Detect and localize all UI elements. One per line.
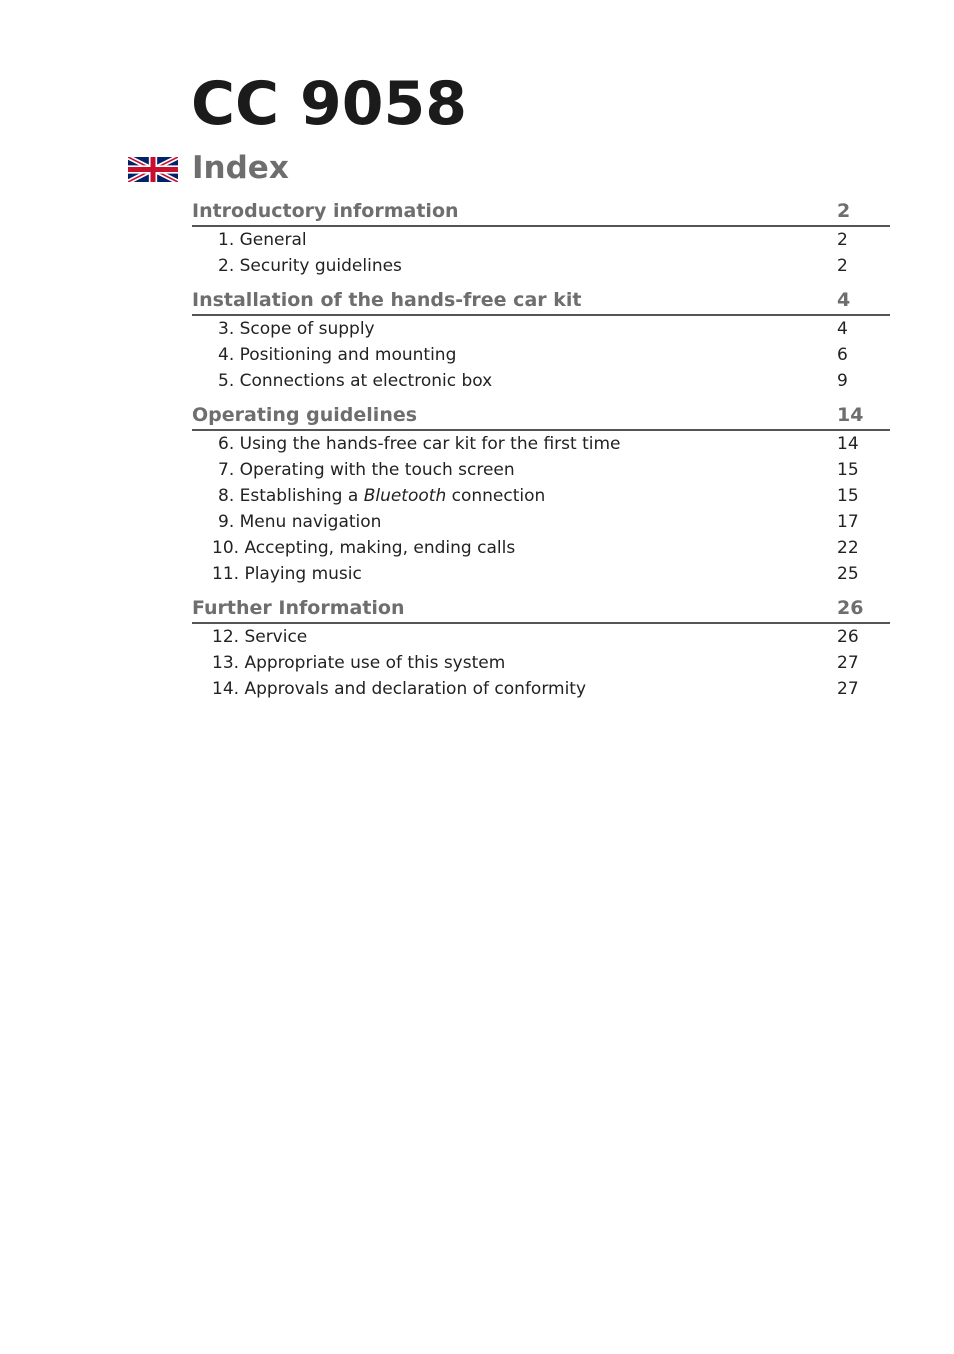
- entry-label: 6. Using the hands-free car kit for the first time: [218, 434, 621, 454]
- entry-page: 14: [837, 434, 859, 454]
- entry-page: 6: [837, 345, 848, 365]
- toc-section: [192, 287, 890, 394]
- entry-label: 3. Scope of supply: [218, 319, 375, 339]
- entry-label: [218, 483, 545, 509]
- toc-entry[interactable]: [192, 342, 890, 368]
- uk-flag-icon: [128, 157, 178, 182]
- entry-page: 27: [837, 653, 859, 673]
- entry-label: 5. Connections at electronic box: [218, 371, 493, 391]
- toc-entry[interactable]: [192, 457, 890, 483]
- entry-page: 25: [837, 564, 859, 584]
- entry-label: 12. Service: [212, 627, 308, 647]
- toc-entry[interactable]: [192, 253, 890, 279]
- entry-page: 2: [837, 256, 848, 276]
- entry-page: 4: [837, 319, 848, 339]
- entry-label: 1. General: [218, 230, 307, 250]
- toc-entry[interactable]: [192, 316, 890, 342]
- entry-page: 15: [837, 486, 859, 506]
- entry-page: 27: [837, 679, 859, 699]
- section-heading[interactable]: [192, 402, 890, 431]
- entry-label: 10. Accepting, making, ending calls: [212, 538, 516, 558]
- toc-entry[interactable]: [192, 227, 890, 253]
- section-page: 4: [837, 289, 851, 311]
- toc-section: [192, 402, 890, 587]
- section-heading[interactable]: [192, 595, 890, 624]
- entry-page: 2: [837, 230, 848, 250]
- toc-section: [192, 198, 890, 279]
- entry-page: 15: [837, 460, 859, 480]
- toc-entry[interactable]: [192, 676, 890, 702]
- toc-entry[interactable]: [192, 483, 890, 509]
- toc-section: [192, 595, 890, 702]
- section-title: Introductory information: [192, 200, 459, 222]
- entry-label: 13. Appropriate use of this system: [212, 653, 506, 673]
- section-heading[interactable]: [192, 287, 890, 316]
- toc-entry[interactable]: [192, 650, 890, 676]
- toc-entry[interactable]: [192, 561, 890, 587]
- entry-page: 26: [837, 627, 859, 647]
- toc-entry[interactable]: [192, 509, 890, 535]
- entry-label: 4. Positioning and mounting: [218, 345, 457, 365]
- section-title: Installation of the hands-free car kit: [192, 289, 582, 311]
- entry-page: 17: [837, 512, 859, 532]
- entry-page: 9: [837, 371, 848, 391]
- section-title: Operating guidelines: [192, 404, 418, 426]
- entry-label: 9. Menu navigation: [218, 512, 382, 532]
- toc-entry[interactable]: [192, 368, 890, 394]
- index-heading: Index: [192, 150, 289, 186]
- entry-label: 7. Operating with the touch screen: [218, 460, 515, 480]
- section-page: 26: [837, 597, 864, 619]
- section-page: 2: [837, 200, 851, 222]
- document-title: CC 9058: [191, 69, 467, 139]
- section-title: Further Information: [192, 597, 405, 619]
- entry-label: 11. Playing music: [212, 564, 362, 584]
- entry-page: 22: [837, 538, 859, 558]
- toc-entry[interactable]: [192, 624, 890, 650]
- section-page: 14: [837, 404, 864, 426]
- section-heading[interactable]: [192, 198, 890, 227]
- table-of-contents: [192, 198, 890, 710]
- toc-entry[interactable]: [192, 535, 890, 561]
- entry-label-italic: Bluetooth: [363, 486, 447, 506]
- toc-entry[interactable]: [192, 431, 890, 457]
- entry-label: 14. Approvals and declaration of conformity: [212, 679, 587, 699]
- entry-label-suffix: connection: [446, 486, 546, 506]
- entry-label-prefix: 8. Establishing a: [218, 486, 364, 506]
- entry-label: 2. Security guidelines: [218, 256, 402, 276]
